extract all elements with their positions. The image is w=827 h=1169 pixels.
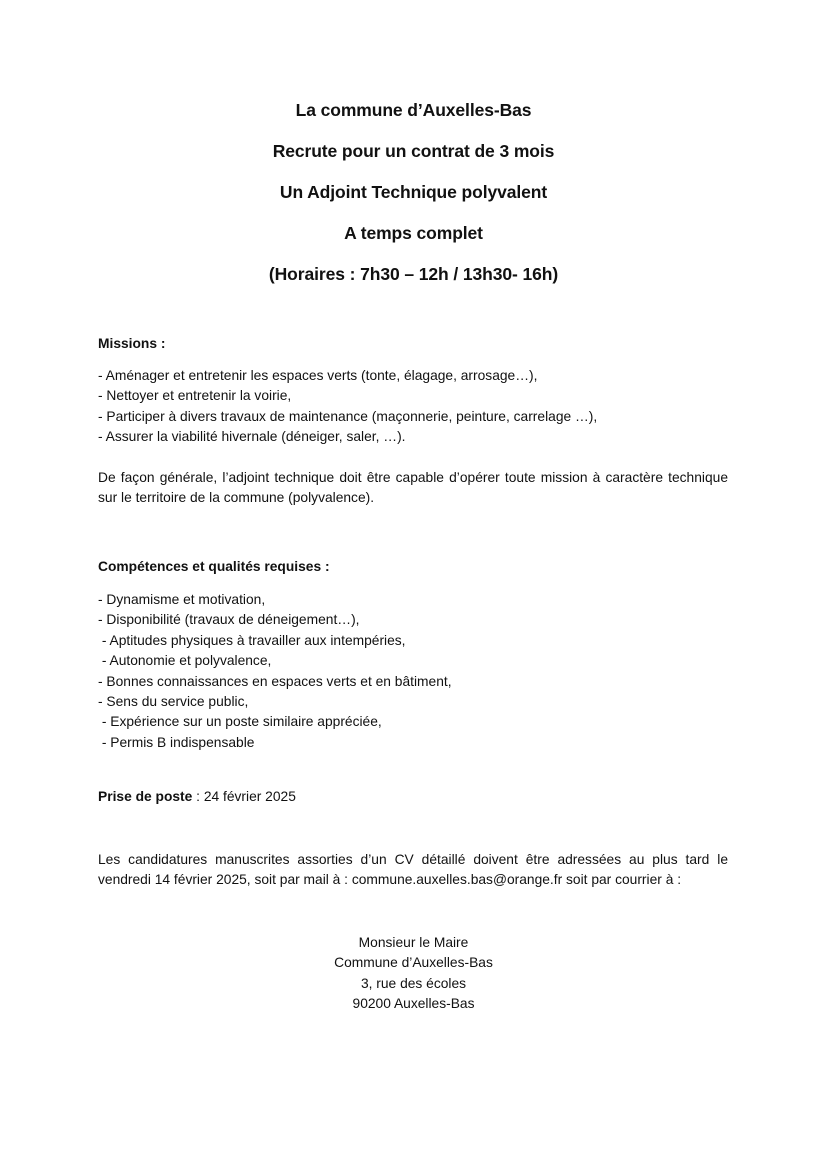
- list-item: - Dynamisme et motivation,: [98, 592, 266, 607]
- application-text: Les candidatures manuscrites assorties d’un CV détaillé doivent être adressées au plus tard le vendredi 14 février 2025, soit par mail à :: [98, 852, 728, 888]
- address-recipient: Monsieur le Maire: [358, 935, 469, 950]
- application-instructions: [98, 850, 728, 891]
- missions-heading: Missions :: [98, 336, 166, 351]
- list-item: - Disponibilité (travaux de déneigement…),: [98, 612, 360, 628]
- contact-email[interactable]: commune.auxelles.bas@orange.fr: [351, 872, 563, 888]
- job-title: Un Adjoint Technique polyvalent: [279, 182, 548, 202]
- list-item: - Participer à divers travaux de maintenance (maçonnerie, peinture, carrelage …),: [98, 408, 598, 424]
- list-item: - Aptitudes physiques à travailler aux intempéries,: [98, 632, 406, 648]
- contract-duration: Recrute pour un contrat de 3 mois: [272, 141, 555, 161]
- address-organization: Commune d’Auxelles-Bas: [334, 955, 493, 971]
- application-text-end: soit par courrier à :: [562, 872, 682, 888]
- list-item: - Nettoyer et entretenir la voirie,: [98, 388, 292, 404]
- general-description: De façon générale, l’adjoint technique doit être capable d’opérer toute mission à caractère technique sur le territoire de la commune (polyvalence).: [98, 470, 728, 506]
- start-date-value: : 24 février 2025: [192, 789, 296, 804]
- job-title-block: [0, 100, 827, 305]
- commune-name: La commune d’Auxelles-Bas: [295, 100, 532, 120]
- address-street: 3, rue des écoles: [360, 975, 467, 991]
- list-item: - Autonomie et polyvalence,: [98, 653, 272, 669]
- list-item: - Bonnes connaissances en espaces verts et en bâtiment,: [98, 673, 452, 689]
- address-city: 90200 Auxelles-Bas: [352, 996, 475, 1012]
- list-item: - Aménager et entretenir les espaces verts (tonte, élagage, arrosage…),: [98, 368, 538, 383]
- start-date-label: Prise de poste: [98, 789, 193, 804]
- missions-list: [98, 366, 728, 448]
- list-item: - Sens du service public,: [98, 694, 249, 710]
- skills-heading: Compétences et qualités requises :: [98, 559, 330, 574]
- work-hours: (Horaires : 7h30 – 12h / 13h30- 16h): [268, 264, 559, 284]
- start-date: [98, 787, 728, 807]
- skills-list: [98, 590, 728, 753]
- list-item: - Permis B indispensable: [98, 734, 255, 750]
- work-time: A temps complet: [344, 223, 483, 243]
- list-item: - Expérience sur un poste similaire appréciée,: [98, 714, 382, 730]
- list-item: - Assurer la viabilité hivernale (déneiger, saler, …).: [98, 429, 406, 445]
- postal-address: [0, 933, 827, 1015]
